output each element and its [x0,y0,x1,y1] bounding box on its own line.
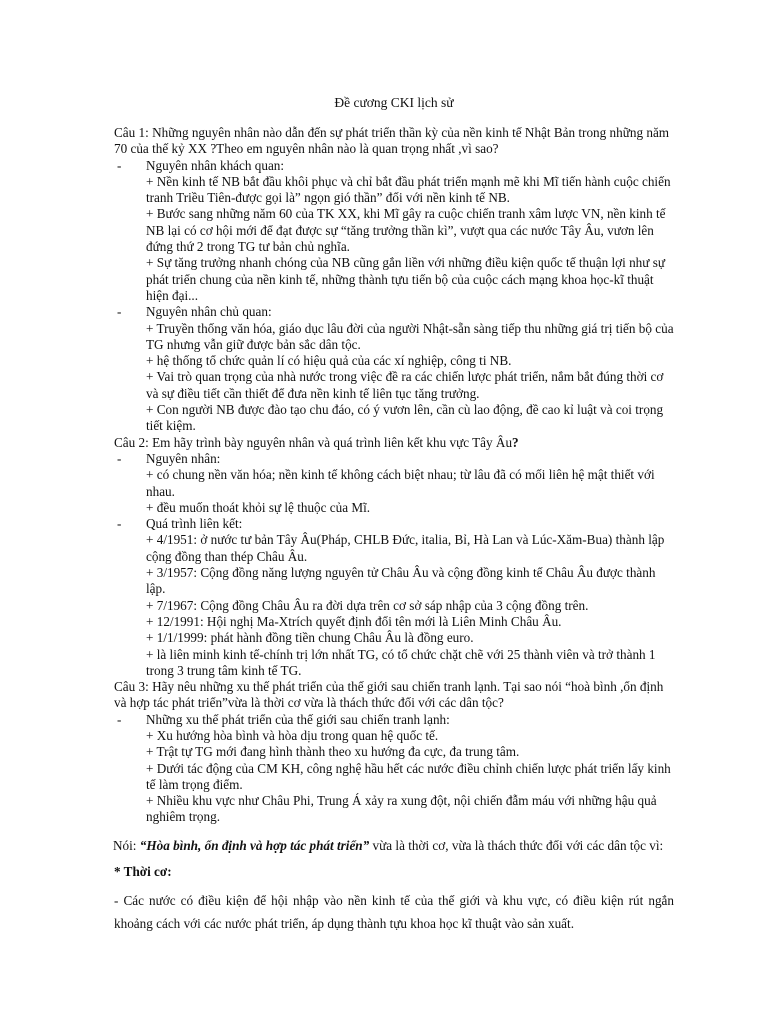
q3-section-trends-label: Những xu thế phát triển của thế giới sau chiến tranh lạnh: [146,711,450,727]
q2-item: + có chung nền văn hóa; nền kinh tế không cách biệt nhau; từ lâu đã có mối liên hệ mật thiết với nhau. [146,467,655,499]
statement-suffix: vừa là thời cơ, vừa là thách thức đối với các dân tộc vì: [369,837,664,853]
q1-section-internal [114,304,674,320]
document-page [114,95,674,935]
q3-item: + Xu hướng hòa bình và hòa dịu trong quan hệ quốc tế. [146,727,439,743]
q3-section-trends [114,712,674,728]
statement-prefix: Nói: [113,837,140,853]
statement-paragraph [113,834,674,858]
q1-item: + Con người NB được đào tạo chu đáo, có ý vươn lên, cần cù lao động, đề cao kỉ luật và coi trọng tiết kiệm. [146,402,664,434]
question-3: Câu 3: Hãy nêu những xu thế phát triển của thế giới sau chiến tranh lạnh. Tại sao nói “hoà bình ,ổn định và hợp tác phát triển”vừa là thời cơ vừa là thách thức đối với các dân tộc? [114,679,664,711]
q2-section-process-label: Quá trình liên kết: [146,516,243,532]
q2-item: + là liên minh kinh tế-chính trị lớn nhất TG, có tổ chức chặt chẽ với 25 thành viên và trở thành 1 trong 3 trung tâm kinh tế TG. [146,646,656,678]
q2-item: + 1/1/1999: phát hành đồng tiền chung Châu Âu là đồng euro. [146,630,474,646]
q1-item: + Nền kinh tế NB bắt đầu khôi phục và chỉ bắt đầu phát triển mạnh mẽ khi Mĩ tiến hành cuộc chiến tranh Triều Tiên-được gọi là” ngọn gió thần” đối với nền kinh tế NB. [146,173,671,206]
q1-section-external [114,158,674,174]
statement-emphasis: “Hòa bình, ổn định và hợp tác phát triển” [139,837,370,853]
q2-item: + 12/1991: Hội nghị Ma-Xtrích quyết định đổi tên mới là Liên Minh Châu Âu. [146,613,562,629]
document-title: Đề cương CKI lịch sử [334,95,454,110]
question-2-mark: ? [512,434,519,450]
q1-item: + Vai trò quan trọng của nhà nước trong việc đề ra các chiến lược phát triển, nắm bắt đúng thời cơ và sự điều tiết cần thiết để đưa nền kinh tế liên tục tăng trưởng. [146,369,664,401]
q1-item: + hệ thống tổ chức quản lí có hiệu quả của các xí nghiệp, công ti NB. [146,353,512,369]
q2-section-causes [114,451,674,467]
q3-item: + Nhiều khu vực như Châu Phi, Trung Á xảy ra xung đột, nội chiến đẫm máu với những hậu quả nghiêm trọng. [146,793,657,825]
q2-item: + 4/1951: ở nước tư bản Tây Âu(Pháp, CHLB Đức, italia, Bỉ, Hà Lan và Lúc-Xăm-Bua) thành lập cộng đồng than thép Châu Âu. [146,532,665,564]
question-2-text: Câu 2: Em hãy trình bày nguyên nhân và quá trình liên kết khu vực Tây Âu [114,434,513,450]
q3-item: + Trật tự TG mới đang hình thành theo xu hướng đa cực, đa trung tâm. [146,744,520,760]
q2-item: + 7/1967: Cộng đồng Châu Âu ra đời dựa trên cơ sở sáp nhập của 3 cộng đồng trên. [146,597,589,613]
question-2 [114,435,674,451]
question-1: Câu 1: Những nguyên nhân nào dẫn đến sự phát triển thần kỳ của nền kinh tế Nhật Bản trong những năm 70 của thế kỷ XX ?Theo em nguyên nhân nào là quan trọng nhất ,vì sao? [114,125,670,157]
q1-item: + Truyền thống văn hóa, giáo dục lâu đời của người Nhật-sẵn sàng tiếp thu những giá trị tiến bộ của TG nhưng vẫn giữ được bản sắc dân tộc. [146,320,674,352]
q1-section-internal-label: Nguyên nhân chủ quan: [146,304,272,320]
opportunity-text: - Các nước có điều kiện để hội nhập vào nền kinh tế của thế giới và khu vực, có điều kiện rút ngắn khoảng cách với các nước phát triển, áp dụng thành tựu khoa học kĩ thuật vào sản xuất. [114,892,674,931]
q1-section-external-label: Nguyên nhân khách quan: [146,157,285,173]
q2-section-causes-label: Nguyên nhân: [146,450,221,466]
q2-item: + đều muốn thoát khỏi sự lệ thuộc của Mĩ. [146,499,371,515]
q1-item: + Bước sang những năm 60 của TK XX, khi Mĩ gây ra cuộc chiến tranh xâm lược VN, nền kinh tế NB lại có cơ hội mới để đạt được sự “tăng trưởng thần kì”, vượt qua các nước Tây Âu, vươn lên đứng thứ 2 trong TG tư bản chủ nghĩa. [146,206,666,255]
dash-mark: - [117,304,122,320]
dash-mark: - [117,711,122,727]
q3-item: + Dưới tác động của CM KH, công nghệ hầu hết các nước điều chỉnh chiến lược phát triển lấy kinh tế làm trọng điểm. [146,760,671,792]
dash-mark: - [117,157,122,173]
dash-mark: - [117,516,122,532]
opportunity-heading: * Thời cơ: [114,863,172,879]
q2-section-process [114,516,674,532]
q1-item: + Sự tăng trưởng nhanh chóng của NB cũng gắn liền với những điều kiện quốc tế thuận lợi như sự phát triển chung của nền kinh tế, những thành tựu tiến bộ của cuộc cách mạng khoa học-kĩ thuật hiện đại... [146,255,665,303]
dash-mark: - [117,450,122,466]
q2-item: + 3/1957: Cộng đồng năng lượng nguyên tử Châu Âu và cộng đồng kinh tế Châu Âu được thành lập. [146,565,656,597]
